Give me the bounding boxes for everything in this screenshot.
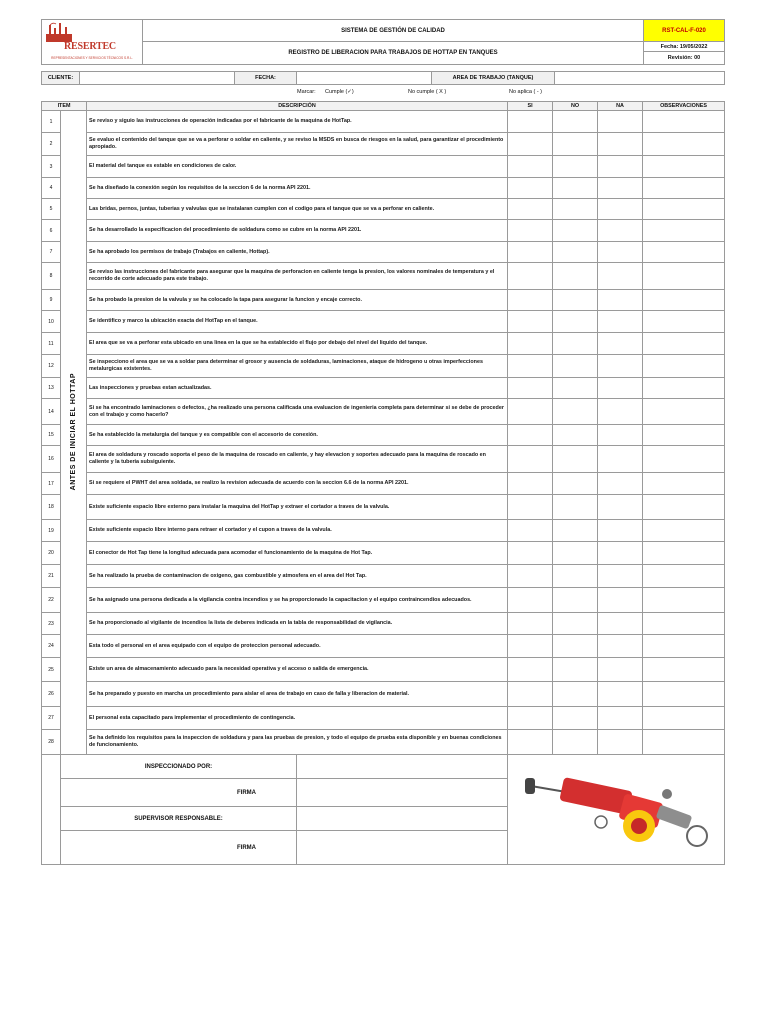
item-number: 8 [42, 263, 61, 290]
na-cell[interactable] [598, 446, 643, 473]
observaciones-cell[interactable] [643, 156, 725, 178]
header-table [41, 19, 725, 65]
firma1-label: FIRMA [61, 779, 297, 807]
item-number: 14 [42, 399, 61, 425]
si-cell[interactable] [508, 378, 553, 399]
col-si: SI [508, 102, 553, 111]
no-cell[interactable] [553, 333, 598, 355]
si-cell[interactable] [508, 425, 553, 446]
item-number: 3 [42, 156, 61, 178]
item-number: 1 [42, 111, 61, 133]
item-description: Existe suficiente espacio libre interno para retraer el cortador y el cupon a traves de la valvula. [87, 520, 508, 542]
document-title: REGISTRO DE LIBERACION PARA TRABAJOS DE HOTTAP EN TANQUES [143, 42, 644, 65]
item-description: Se ha diseñado la conexión según los requisitos de la seccion 6 de la norma API 2201. [87, 178, 508, 199]
item-number: 24 [42, 635, 61, 658]
na-cell[interactable] [598, 242, 643, 263]
item-number: 9 [42, 290, 61, 311]
company-name: RESERTEC [64, 41, 116, 52]
item-description: Las bridas, pernos, juntas, tuberias y valvulas que se instalaran cumplen con el codigo para el tanque que se va a perforar en caliente. [87, 199, 508, 220]
na-cell[interactable] [598, 520, 643, 542]
firma1-field[interactable] [297, 779, 508, 807]
table-row [42, 542, 725, 565]
no-cell[interactable] [553, 133, 598, 156]
na-cell[interactable] [598, 495, 643, 520]
si-cell[interactable] [508, 242, 553, 263]
item-description: Se ha definido los requisitos para la inspeccion de soldadura y para las pruebas de presion, y todo el equipo de prueba esta disponible y en buenas condiciones de funcionamiento. [87, 730, 508, 755]
legend-cumple: Cumple (✓) [325, 89, 354, 95]
signature-blank [42, 755, 61, 865]
si-cell[interactable] [508, 658, 553, 682]
observaciones-cell[interactable] [643, 613, 725, 635]
hottap-machine-image [508, 755, 725, 865]
firma2-label: FIRMA [61, 831, 297, 865]
no-cell[interactable] [553, 156, 598, 178]
company-subtitle: REPRESENTACIONES Y SERVICIOS TÉCNICOS S.R.L. [51, 56, 133, 60]
item-description: El area de soldadura y roscado soporta el peso de la maquina de roscado en caliente, y hay elevacion y soportes adecuado para la maquina de roscado en caliente y la tuberia subsiguiente. [87, 446, 508, 473]
table-row [42, 333, 725, 355]
item-number: 18 [42, 495, 61, 520]
item-description: Se ha aprobado los permisos de trabajo (Trabajos en caliente, Hottap). [87, 242, 508, 263]
si-cell[interactable] [508, 178, 553, 199]
cliente-field[interactable] [80, 72, 235, 85]
document-code: RST-CAL-F-020 [644, 20, 725, 42]
item-number: 27 [42, 707, 61, 730]
item-description: Existe un area de almacenamiento adecuado para la necesidad operativa y el acceso o salida de emergencia. [87, 658, 508, 682]
si-cell[interactable] [508, 290, 553, 311]
item-number: 21 [42, 565, 61, 588]
item-number: 11 [42, 333, 61, 355]
si-cell[interactable] [508, 707, 553, 730]
si-cell[interactable] [508, 199, 553, 220]
item-description: El conector de Hot Tap tiene la longitud adecuada para acomodar el funcionamiento de la maquina de Hot Tap. [87, 542, 508, 565]
supervisor-field[interactable] [297, 807, 508, 831]
no-cell[interactable] [553, 565, 598, 588]
legend-no-cumple: No cumple ( X ) [408, 89, 447, 95]
system-title: SISTEMA DE GESTIÓN DE CALIDAD [143, 20, 644, 42]
observaciones-cell[interactable] [643, 290, 725, 311]
table-row [42, 290, 725, 311]
item-number: 25 [42, 658, 61, 682]
na-cell[interactable] [598, 635, 643, 658]
observaciones-cell[interactable] [643, 707, 725, 730]
area-field[interactable] [555, 72, 725, 85]
no-cell[interactable] [553, 730, 598, 755]
item-number: 26 [42, 682, 61, 707]
na-cell[interactable] [598, 263, 643, 290]
observaciones-cell[interactable] [643, 473, 725, 495]
observaciones-cell[interactable] [643, 446, 725, 473]
col-descripcion: DESCRIPCIÓN [87, 102, 508, 111]
item-description: Esta todo el personal en el area equipado con el equipo de proteccion personal adecuado. [87, 635, 508, 658]
table-row [42, 495, 725, 520]
item-description: Existe suficiente espacio libre externo para instalar la maquina del HotTap y extraer el cortador a traves de la valvula. [87, 495, 508, 520]
na-cell[interactable] [598, 290, 643, 311]
item-description: Se reviso las instrucciones del fabricante para asegurar que la maquina de perforacion en caliente tenga la presion, los valores nominales de temperatura y el recorrido de corte adecuado para este trabajo. [87, 263, 508, 290]
no-cell[interactable] [553, 111, 598, 133]
document-date: Fecha: 19/05/2022 [644, 42, 725, 52]
si-cell[interactable] [508, 133, 553, 156]
table-row [42, 156, 725, 178]
item-description: Se inspecciono el area que se va a soldar para determinar el grosor y ausencia de soldaduras, laminaciones, ataque de hidrogeno u otras imperfecciones metalurgicas existentes. [87, 355, 508, 378]
observaciones-cell[interactable] [643, 495, 725, 520]
col-no: NO [553, 102, 598, 111]
si-cell[interactable] [508, 111, 553, 133]
area-label: AREA DE TRABAJO (TANQUE) [432, 72, 555, 85]
legend-marcar: Marcar: [297, 89, 316, 95]
table-row [42, 263, 725, 290]
no-cell[interactable] [553, 263, 598, 290]
no-cell[interactable] [553, 290, 598, 311]
table-row [42, 473, 725, 495]
si-cell[interactable] [508, 730, 553, 755]
na-cell[interactable] [598, 311, 643, 333]
table-row [42, 199, 725, 220]
item-number: 23 [42, 613, 61, 635]
observaciones-cell[interactable] [643, 111, 725, 133]
no-cell[interactable] [553, 378, 598, 399]
observaciones-cell[interactable] [643, 242, 725, 263]
observaciones-cell[interactable] [643, 588, 725, 613]
si-cell[interactable] [508, 446, 553, 473]
observaciones-cell[interactable] [643, 425, 725, 446]
item-number: 17 [42, 473, 61, 495]
item-number: 28 [42, 730, 61, 755]
no-cell[interactable] [553, 242, 598, 263]
cliente-label: CLIENTE: [42, 72, 80, 85]
logo-cell [42, 20, 143, 65]
table-row [42, 658, 725, 682]
item-description: Se ha probado la presion de la valvula y se ha colocado la tapa para asegurar la funcion y encaje correcto. [87, 290, 508, 311]
no-cell[interactable] [553, 635, 598, 658]
si-cell[interactable] [508, 220, 553, 242]
item-description: Se evaluo el contenido del tanque que se va a perforar o soldar en caliente, y se reviso la MSDS en busca de riesgos en la salud, para garantizar el procedimiento apropiado. [87, 133, 508, 156]
observaciones-cell[interactable] [643, 133, 725, 156]
item-number: 20 [42, 542, 61, 565]
observaciones-cell[interactable] [643, 682, 725, 707]
table-row [42, 178, 725, 199]
table-row [42, 399, 725, 425]
na-cell[interactable] [598, 730, 643, 755]
na-cell[interactable] [598, 378, 643, 399]
item-number: 4 [42, 178, 61, 199]
section-label-cell [61, 111, 87, 755]
no-cell[interactable] [553, 178, 598, 199]
si-cell[interactable] [508, 355, 553, 378]
table-row [42, 242, 725, 263]
observaciones-cell[interactable] [643, 178, 725, 199]
no-cell[interactable] [553, 658, 598, 682]
na-cell[interactable] [598, 682, 643, 707]
observaciones-cell[interactable] [643, 399, 725, 425]
table-row [42, 220, 725, 242]
item-description: Si se ha encontrado laminaciones o defectos, ¿ha realizado una persona calificada una evaluacion de ingenieria completa para determinar si se debe de proceder con el trabajo y como hacerlo? [87, 399, 508, 425]
observaciones-cell[interactable] [643, 635, 725, 658]
document-revision: Revisión: 00 [644, 52, 725, 65]
table-row [42, 425, 725, 446]
item-description: Se ha proporcionado al vigilante de incendios la lista de deberes indicada en la tabla de responsabilidad de vigilancia. [87, 613, 508, 635]
item-number: 16 [42, 446, 61, 473]
item-description: Se ha preparado y puesto en marcha un procedimiento para aislar el area de trabajo en caso de falla y liberacion de material. [87, 682, 508, 707]
table-row [42, 588, 725, 613]
na-cell[interactable] [598, 707, 643, 730]
na-cell[interactable] [598, 333, 643, 355]
inspeccionado-field[interactable] [297, 755, 508, 779]
info-table [41, 71, 725, 85]
observaciones-cell[interactable] [643, 333, 725, 355]
table-row [42, 446, 725, 473]
no-cell[interactable] [553, 613, 598, 635]
na-cell[interactable] [598, 658, 643, 682]
no-cell[interactable] [553, 199, 598, 220]
si-cell[interactable] [508, 588, 553, 613]
table-row [42, 565, 725, 588]
na-cell[interactable] [598, 178, 643, 199]
fecha-label: FECHA: [235, 72, 297, 85]
col-na: NA [598, 102, 643, 111]
item-description: El area que se va a perforar esta ubicado en una linea en la que se ha establecido el flujo por debajo del nivel del liquido del tanque. [87, 333, 508, 355]
no-cell[interactable] [553, 495, 598, 520]
si-cell[interactable] [508, 520, 553, 542]
legend [41, 85, 724, 101]
si-cell[interactable] [508, 473, 553, 495]
si-cell[interactable] [508, 495, 553, 520]
si-cell[interactable] [508, 399, 553, 425]
company-logo [42, 20, 142, 64]
observaciones-cell[interactable] [643, 355, 725, 378]
observaciones-cell[interactable] [643, 311, 725, 333]
item-number: 6 [42, 220, 61, 242]
no-cell[interactable] [553, 707, 598, 730]
item-description: Las inspecciones y pruebas estan actualizadas. [87, 378, 508, 399]
checklist-table [41, 101, 725, 755]
si-cell[interactable] [508, 311, 553, 333]
table-row [42, 355, 725, 378]
item-number: 10 [42, 311, 61, 333]
table-row [42, 707, 725, 730]
si-cell[interactable] [508, 565, 553, 588]
item-description: Se ha asignado una persona dedicada a la vigilancia contra incendios y se ha proporcionado la capacitacion y el equipo contraincendios adecuados. [87, 588, 508, 613]
na-cell[interactable] [598, 425, 643, 446]
observaciones-cell[interactable] [643, 378, 725, 399]
observaciones-cell[interactable] [643, 263, 725, 290]
na-cell[interactable] [598, 399, 643, 425]
no-cell[interactable] [553, 473, 598, 495]
col-observaciones: OBSERVACIONES [643, 102, 725, 111]
na-cell[interactable] [598, 133, 643, 156]
item-number: 15 [42, 425, 61, 446]
si-cell[interactable] [508, 156, 553, 178]
observaciones-cell[interactable] [643, 199, 725, 220]
na-cell[interactable] [598, 199, 643, 220]
observaciones-cell[interactable] [643, 658, 725, 682]
no-cell[interactable] [553, 220, 598, 242]
observaciones-cell[interactable] [643, 520, 725, 542]
signature-table [41, 754, 725, 865]
na-cell[interactable] [598, 565, 643, 588]
supervisor-label: SUPERVISOR RESPONSABLE: [61, 807, 297, 831]
na-cell[interactable] [598, 220, 643, 242]
si-cell[interactable] [508, 682, 553, 707]
si-cell[interactable] [508, 542, 553, 565]
si-cell[interactable] [508, 613, 553, 635]
si-cell[interactable] [508, 333, 553, 355]
table-row [42, 613, 725, 635]
item-number: 5 [42, 199, 61, 220]
hottap-machine-illustration [521, 764, 711, 854]
no-cell[interactable] [553, 588, 598, 613]
table-row [42, 378, 725, 399]
table-row [42, 133, 725, 156]
table-row [42, 730, 725, 755]
item-description: El personal esta capacitado para implementar el procedimiento de contingencia. [87, 707, 508, 730]
si-cell[interactable] [508, 635, 553, 658]
firma2-field[interactable] [297, 831, 508, 865]
no-cell[interactable] [553, 399, 598, 425]
item-number: 2 [42, 133, 61, 156]
item-description: Se ha desarrollado la especificacion del procedimiento de soldadura como se cubre en la norma API 2201. [87, 220, 508, 242]
item-description: Se identifico y marco la ubicación exacta del HotTap en el tanque. [87, 311, 508, 333]
item-number: 19 [42, 520, 61, 542]
item-number: 13 [42, 378, 61, 399]
observaciones-cell[interactable] [643, 730, 725, 755]
table-row [42, 111, 725, 133]
item-number: 7 [42, 242, 61, 263]
observaciones-cell[interactable] [643, 542, 725, 565]
no-cell[interactable] [553, 682, 598, 707]
col-item: ITEM [42, 102, 87, 111]
na-cell[interactable] [598, 542, 643, 565]
item-description: Si se requiere el PWHT del area soldada, se realizo la revision adecuada de acuerdo con la seccion 6.6 de la norma API 2201. [87, 473, 508, 495]
no-cell[interactable] [553, 520, 598, 542]
form-sheet [41, 19, 724, 865]
no-cell[interactable] [553, 311, 598, 333]
na-cell[interactable] [598, 355, 643, 378]
item-number: 22 [42, 588, 61, 613]
item-description: Se ha establecido la metalurgia del tanque y es compatible con el accesorio de conexión. [87, 425, 508, 446]
no-cell[interactable] [553, 446, 598, 473]
item-description: Se ha realizado la prueba de contaminacion de oxigeno, gas combustible y atmosfera en el area del Hot Tap. [87, 565, 508, 588]
na-cell[interactable] [598, 111, 643, 133]
na-cell[interactable] [598, 473, 643, 495]
item-description: Se reviso y siguio las instrucciones de operación indicadas por el fabricante de la maquina de HotTap. [87, 111, 508, 133]
legend-no-aplica: No aplica ( - ) [509, 89, 543, 95]
na-cell[interactable] [598, 156, 643, 178]
item-description: El material del tanque es estable en condiciones de calor. [87, 156, 508, 178]
table-row [42, 311, 725, 333]
item-number: 12 [42, 355, 61, 378]
table-row [42, 520, 725, 542]
no-cell[interactable] [553, 355, 598, 378]
table-row [42, 635, 725, 658]
section-label: ANTES DE INICIAR EL HOTTAP [70, 372, 77, 491]
fecha-field[interactable] [297, 72, 432, 85]
na-cell[interactable] [598, 613, 643, 635]
si-cell[interactable] [508, 263, 553, 290]
inspeccionado-label: INSPECCIONADO POR: [61, 755, 297, 779]
no-cell[interactable] [553, 425, 598, 446]
no-cell[interactable] [553, 542, 598, 565]
na-cell[interactable] [598, 588, 643, 613]
observaciones-cell[interactable] [643, 220, 725, 242]
observaciones-cell[interactable] [643, 565, 725, 588]
table-row [42, 682, 725, 707]
